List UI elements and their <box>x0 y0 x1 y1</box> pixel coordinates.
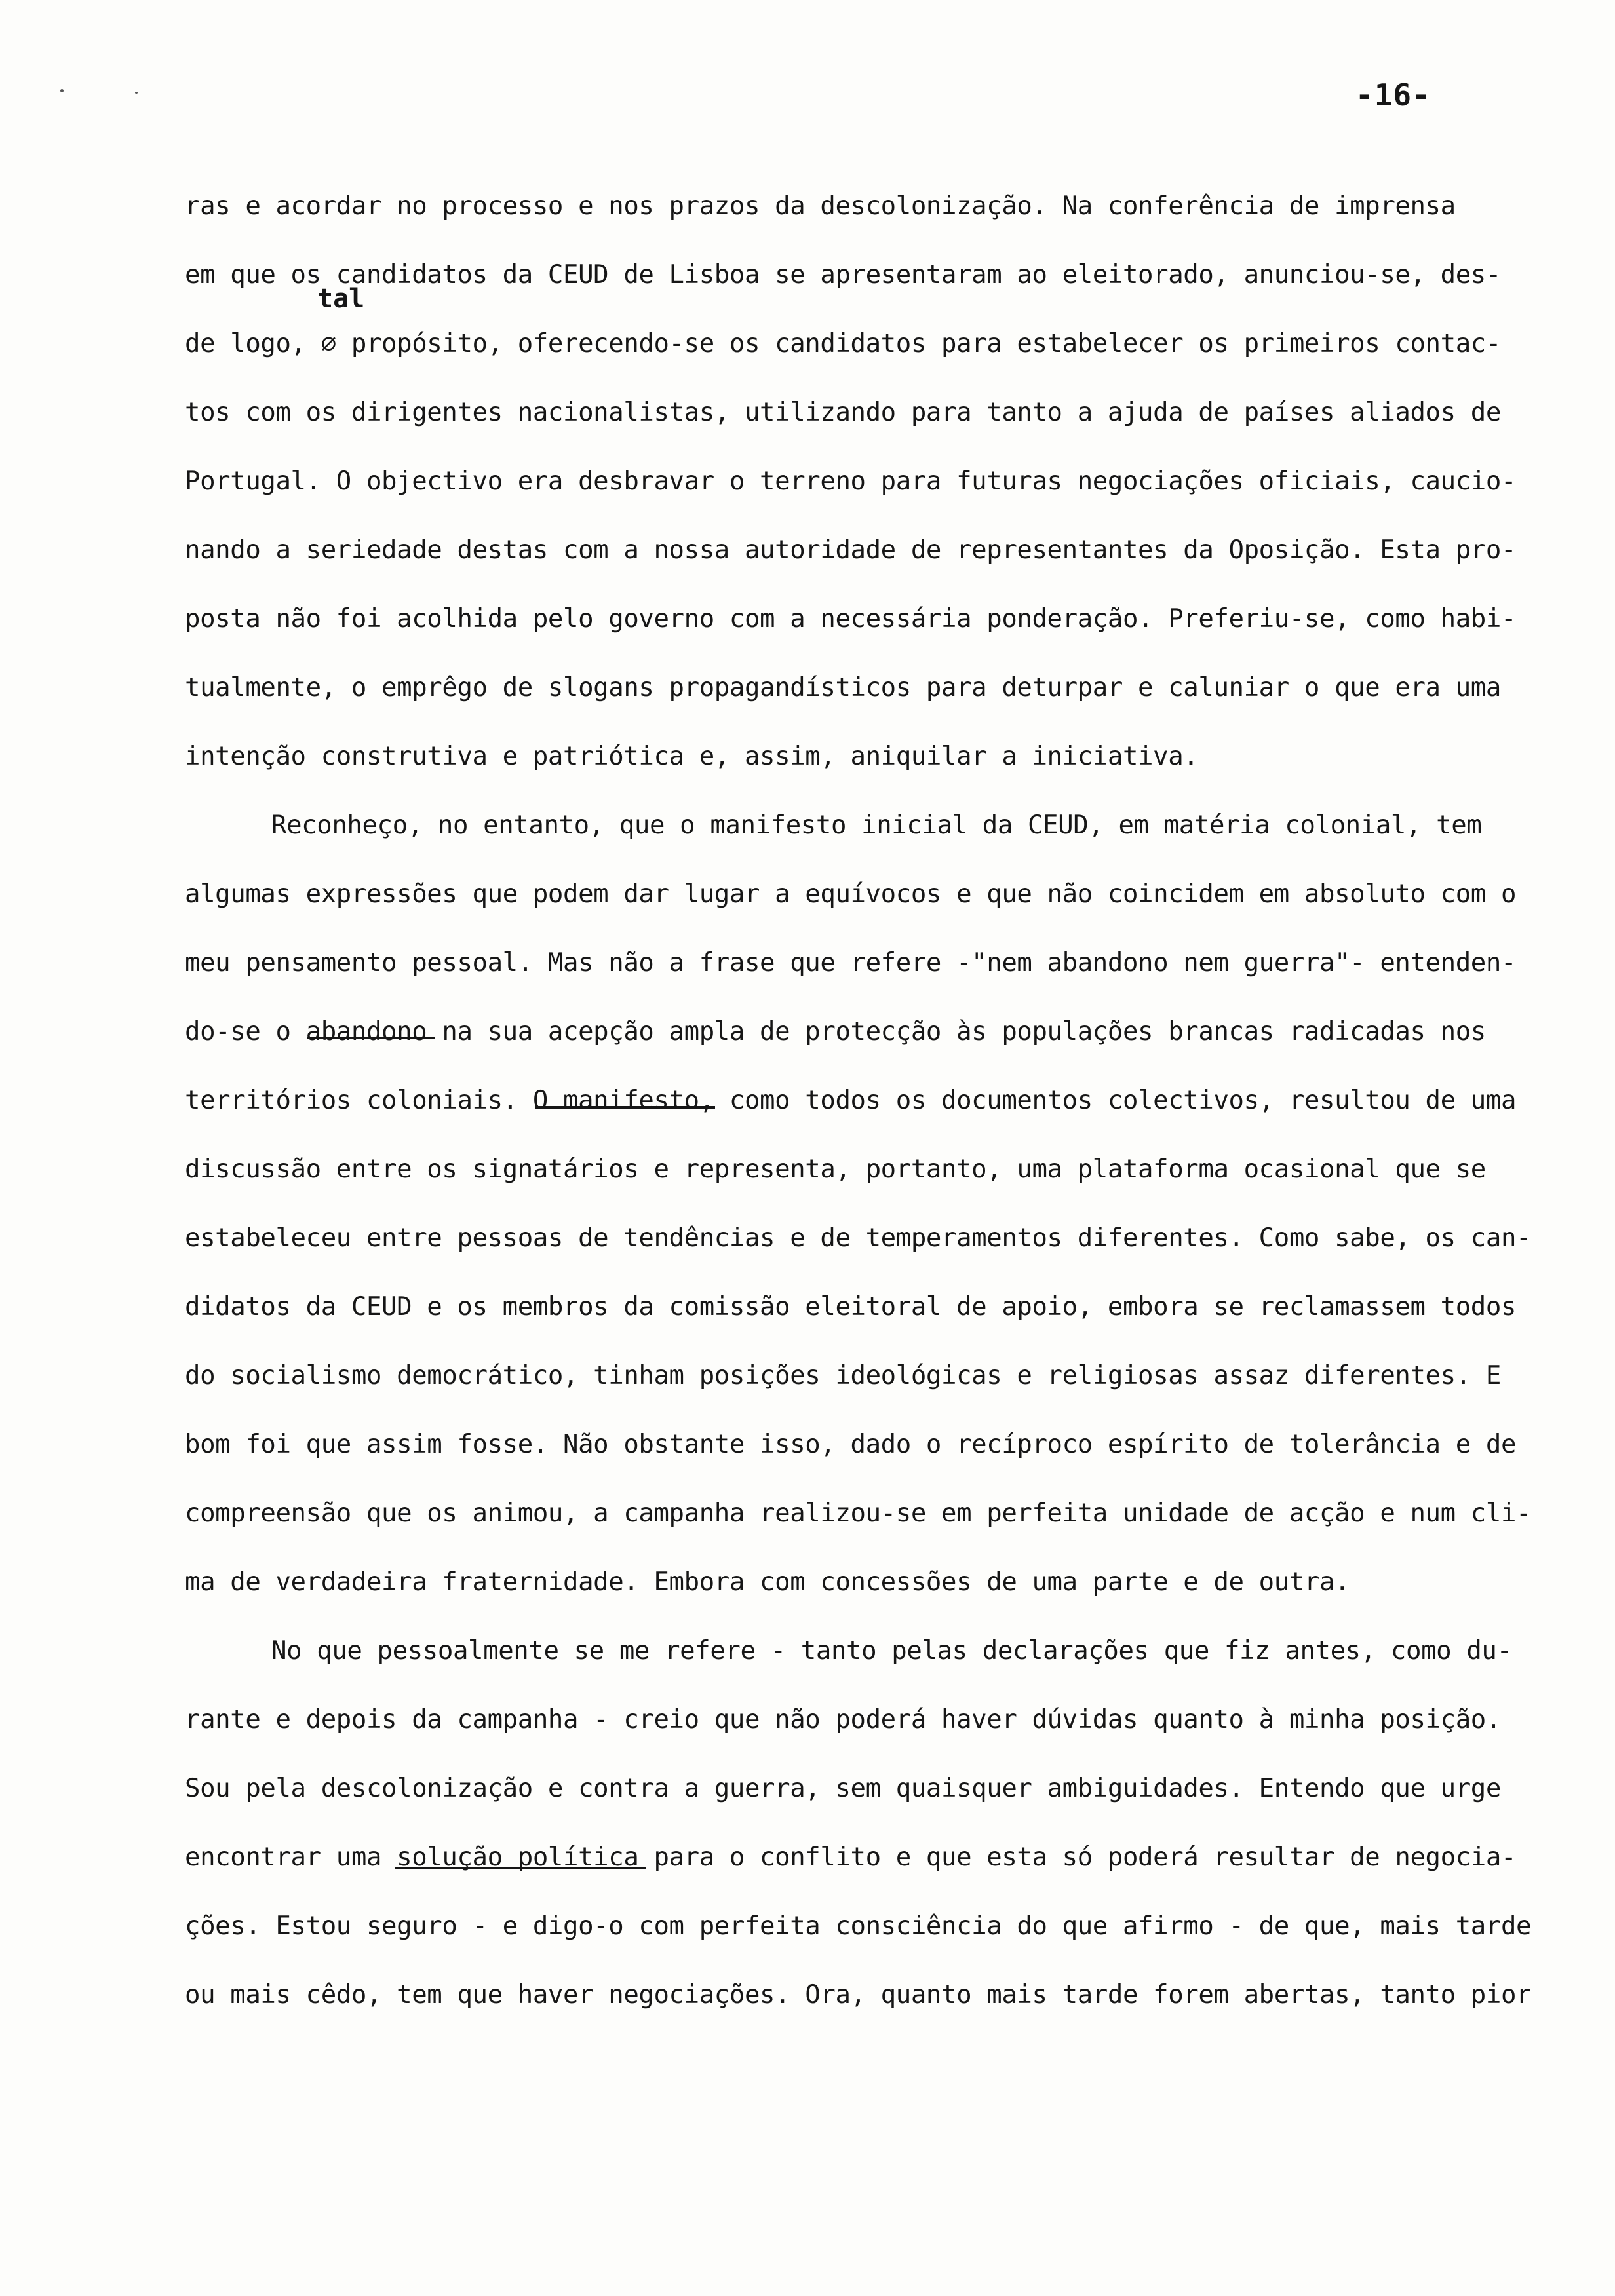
paper-speck <box>135 92 138 94</box>
text-line: de logo, ∅ propósito, oferecendo-se os candidatos para estabelecer os primeiros contac- <box>185 329 1501 358</box>
text-line: ma de verdadeira fraternidade. Embora com concessões de uma parte e de outra. <box>185 1567 1350 1597</box>
text-line: tos com os dirigentes nacionalistas, utilizando para tanto a ajuda de países aliados de <box>185 398 1501 427</box>
text-line: didatos da CEUD e os membros da comissão eleitoral de apoio, embora se reclamassem todos <box>185 1292 1517 1322</box>
text-line: meu pensamento pessoal. Mas não a frase que refere -"nem abandono nem guerra"- entenden- <box>185 948 1517 978</box>
page-number: -16- <box>1355 77 1431 113</box>
text-line: nando a seriedade destas com a nossa autoridade de representantes da Oposição. Esta pro- <box>185 535 1517 565</box>
text-line: em que os candidatos da CEUD de Lisboa se apresentaram ao eleitorado, anunciou-se, des- <box>185 260 1501 290</box>
paragraph-2 <box>185 791 1568 1617</box>
text-line: tualmente, o emprêgo de slogans propagandísticos para deturpar e caluniar o que era uma <box>185 673 1501 702</box>
text-line: bom foi que assim fosse. Não obstante isso, dado o recíproco espírito de tolerância e de <box>185 1430 1517 1459</box>
text-line: compreensão que os animou, a campanha realizou-se em perfeita unidade de acção e num cli- <box>185 1499 1532 1528</box>
paragraph-1 <box>185 172 1568 791</box>
text-line: do socialismo democrático, tinham posições ideológicas e religiosas assaz diferentes. E <box>185 1361 1501 1390</box>
text-line: intenção construtiva e patriótica e, assim, aniquilar a iniciativa. <box>185 742 1199 771</box>
text-line: do-se o abandono na sua acepção ampla de protecção às populações brancas radicadas nos <box>185 1017 1486 1046</box>
text-line: ou mais cêdo, tem que haver negociações. Ora, quanto mais tarde forem abertas, tanto pior <box>185 1980 1532 2010</box>
text-line: Sou pela descolonização e contra a guerra, sem quaisquer ambiguidades. Entendo que urge <box>185 1774 1501 1803</box>
text-line: ções. Estou seguro - e digo-o com perfeita consciência do que afirmo - de que, mais tarde <box>185 1911 1532 1941</box>
text-line: algumas expressões que podem dar lugar a equívocos e que não coincidem em absoluto com o <box>185 879 1517 909</box>
typed-letter-body <box>185 172 1568 2029</box>
text-line: estabeleceu entre pessoas de tendências e de temperamentos diferentes. Como sabe, os can- <box>185 1223 1532 1253</box>
text-line: posta não foi acolhida pelo governo com a necessária ponderação. Preferiu-se, como habi- <box>185 604 1517 634</box>
text-line: encontrar uma solução política para o conflito e que esta só poderá resultar de negocia- <box>185 1843 1517 1872</box>
text-line: discussão entre os signatários e representa, portanto, uma plataforma ocasional que se <box>185 1155 1486 1184</box>
interlinear-correction: tal <box>317 284 365 314</box>
text-line: ras e acordar no processo e nos prazos da descolonização. Na conferência de imprensa <box>185 191 1456 221</box>
text-line: rante e depois da campanha - creio que não poderá haver dúvidas quanto à minha posição. <box>185 1705 1501 1734</box>
paragraph-3 <box>185 1617 1568 2029</box>
text-line: Portugal. O objectivo era desbravar o terreno para futuras negociações oficiais, caucio- <box>185 467 1517 496</box>
paper-speck <box>60 89 64 92</box>
text-line: territórios coloniais. O manifesto, como todos os documentos colectivos, resultou de uma <box>185 1086 1517 1115</box>
text-line: Reconheço, no entanto, que o manifesto inicial da CEUD, em matéria colonial, tem <box>271 811 1482 840</box>
text-line: No que pessoalmente se me refere - tanto pelas declarações que fiz antes, como du- <box>271 1636 1512 1666</box>
